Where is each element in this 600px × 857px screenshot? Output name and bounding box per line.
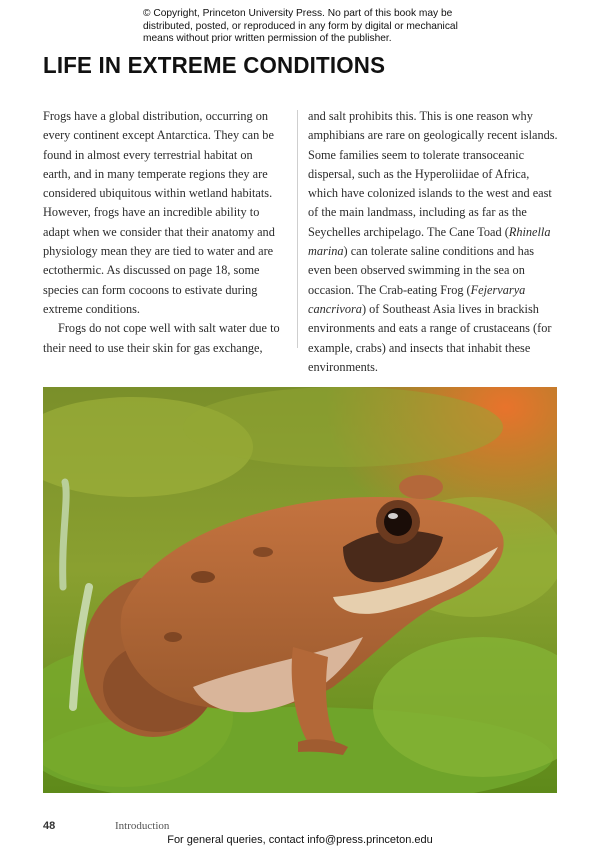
- page-title: LIFE IN EXTREME CONDITIONS: [43, 52, 386, 78]
- page-number: 48: [43, 820, 56, 832]
- text-run: and salt prohibits this. This is one reason why amphibians are rare on geologically recent islands. Some families seem to tolerate transoceanic dispersal, such as the Hyperoliidae of Africa, which have colonized islands to the west and east of the main landmass, including as far as the Seychelles archipelago. The Cane Toad (: [308, 109, 558, 239]
- text-run: ) can tolerate saline conditions and has even been observed swimming in the sea on occasion. The Crab-eating Frog (: [308, 244, 535, 297]
- right-column: [308, 107, 560, 377]
- paragraph: Frogs do not cope well with salt water due to their need to use their skin for gas exchange,: [43, 321, 280, 355]
- frog-photo: [43, 387, 557, 793]
- left-column: [43, 107, 283, 358]
- footer-contact: For general queries, contact info@press.princeton.edu: [167, 834, 433, 846]
- paragraph: Frogs have a global distribution, occurring on every continent except Antarctica. They can be found in almost every terrestrial habitat on earth, and in many temperate regions they are considered ubiquitous within wetland habitats. However, frogs have an incredible ability to adapt when we consider that their anatomy and physiology mean they are tied to water and are ectothermic. As discussed on page 18, some species can form cocoons to estivate during extreme conditions.: [43, 109, 275, 316]
- copyright-notice: © Copyright, Princeton University Press. No part of this book may be distributed, posted, or reproduced in any form by digital or mechanical means without prior written permission of the publisher.: [143, 8, 458, 45]
- text-run: ) of Southeast Asia lives in brackish environments and eats a range of crustaceans (for example, crabs) and insects that inhabit these environments.: [308, 301, 552, 374]
- column-divider: [297, 110, 298, 348]
- species-name: Fejervarya cancrivora: [308, 282, 526, 316]
- species-name: Rhinella marina: [308, 224, 551, 259]
- section-name: Introduction: [115, 820, 170, 832]
- paragraph: [308, 107, 560, 377]
